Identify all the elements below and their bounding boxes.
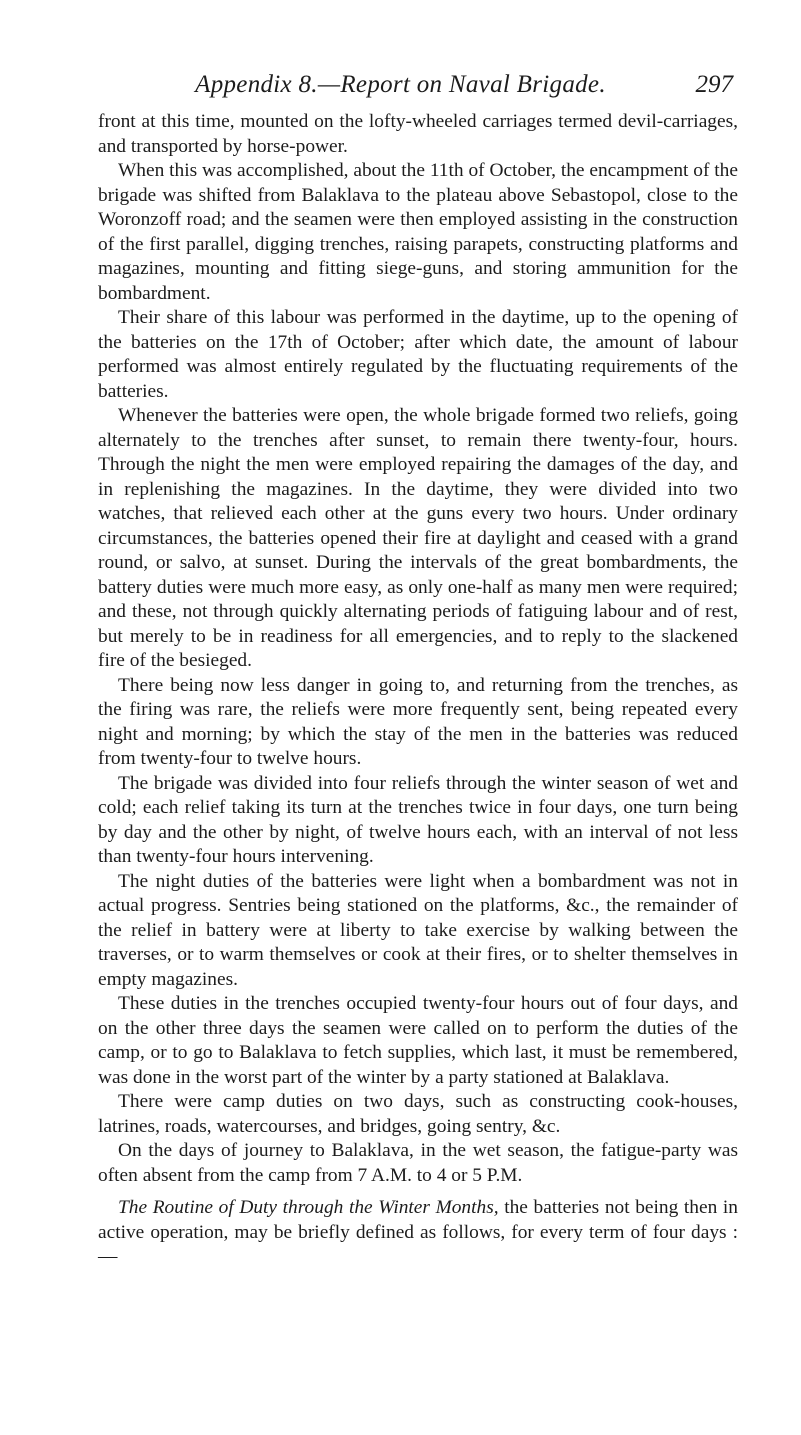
paragraph: front at this time, mounted on the lofty-wheeled carriages termed devil-carriages, and transported by horse-power. bbox=[98, 111, 738, 157]
paragraph: When this was accomplished, about the 11th of October, the encampment of the brigade was shifted from Balaklava to the plateau above Sebastopol, close to the Woronzoff road; and the seamen were then employed assisting in the construction of the first parallel, digging trenches, raising parapets, constructing platforms and magazines, mounting and fitting siege-guns, and storing ammunition for the bombardment. bbox=[98, 160, 738, 304]
paragraph: These duties in the trenches occupied twenty-four hours out of four days, and on the other three days the seamen were called on to perform the duties of the camp, or to go to Balaklava to fetch supplies, which last, it must be remembered, was done in the worst part of the winter by a party stationed at Balaklava. bbox=[98, 993, 738, 1088]
paragraph: Whenever the batteries were open, the whole brigade formed two reliefs, going alternately to the trenches after sunset, to remain there twenty-four, hours. Through the night the men were employed repairing the damages of the day, and in replenishing the magazines. In the daytime, they were divided into two watches, that relieved each other at the guns every two hours. Under ordinary circumstances, the batteries opened their fire at daylight and ceased with a grand round, or salvo, at sunset. During the intervals of the great bombardments, the battery duties were much more easy, as only one-half as many men were required; and these, not through quickly alternating periods of fatiguing labour and of rest, but merely to be in readiness for all emergencies, and to reply to the slackened fire of the besieged. bbox=[98, 405, 738, 671]
routine-text: the batteries not being then in active operation, may be briefly defined as follows, for every term of four days :— bbox=[98, 1197, 739, 1267]
running-title: Appendix 8.—Report on Naval Brigade. bbox=[195, 71, 606, 98]
paragraph: There being now less danger in going to, and returning from the trenches, as the firing was rare, the reliefs were more frequently sent, being repeated every night and morning; by which the stay of the men in the batteries was reduced from twenty-four to twelve hours. bbox=[98, 674, 738, 769]
running-head bbox=[0, 70, 801, 100]
paragraph: The brigade was divided into four reliefs through the winter season of wet and cold; each relief taking its turn at the trenches twice in four days, one turn being by day and the other by night, of twelve hours each, with an interval of not less than twenty-four hours intervening. bbox=[98, 772, 738, 867]
paragraph: Their share of this labour was performed in the daytime, up to the opening of the batteries on the 17th of October; after which date, the amount of labour performed was almost entirely regulated by the fluctuating requirements of the batteries. bbox=[98, 307, 738, 402]
paragraph: There were camp duties on two days, such as constructing cook-houses, latrines, roads, watercourses, and bridges, going sentry, &c. bbox=[98, 1091, 738, 1137]
paragraph: The night duties of the batteries were light when a bombardment was not in actual progress. Sentries being stationed on the platforms, &c., the remainder of the relief in battery were at liberty to take exercise by walking between the traverses, or to warm themselves or cook at their fires, or to shelter themselves in empty magazines. bbox=[98, 870, 738, 990]
page-number: 297 bbox=[695, 71, 733, 98]
body-text bbox=[98, 110, 738, 1270]
routine-paragraph bbox=[98, 1196, 738, 1270]
routine-heading: The Routine of Duty through the Winter Months, bbox=[118, 1197, 499, 1218]
paragraph: On the days of journey to Balaklava, in the wet season, the fatigue-party was often absent from the camp from 7 A.M. to 4 or 5 P.M. bbox=[98, 1140, 738, 1186]
